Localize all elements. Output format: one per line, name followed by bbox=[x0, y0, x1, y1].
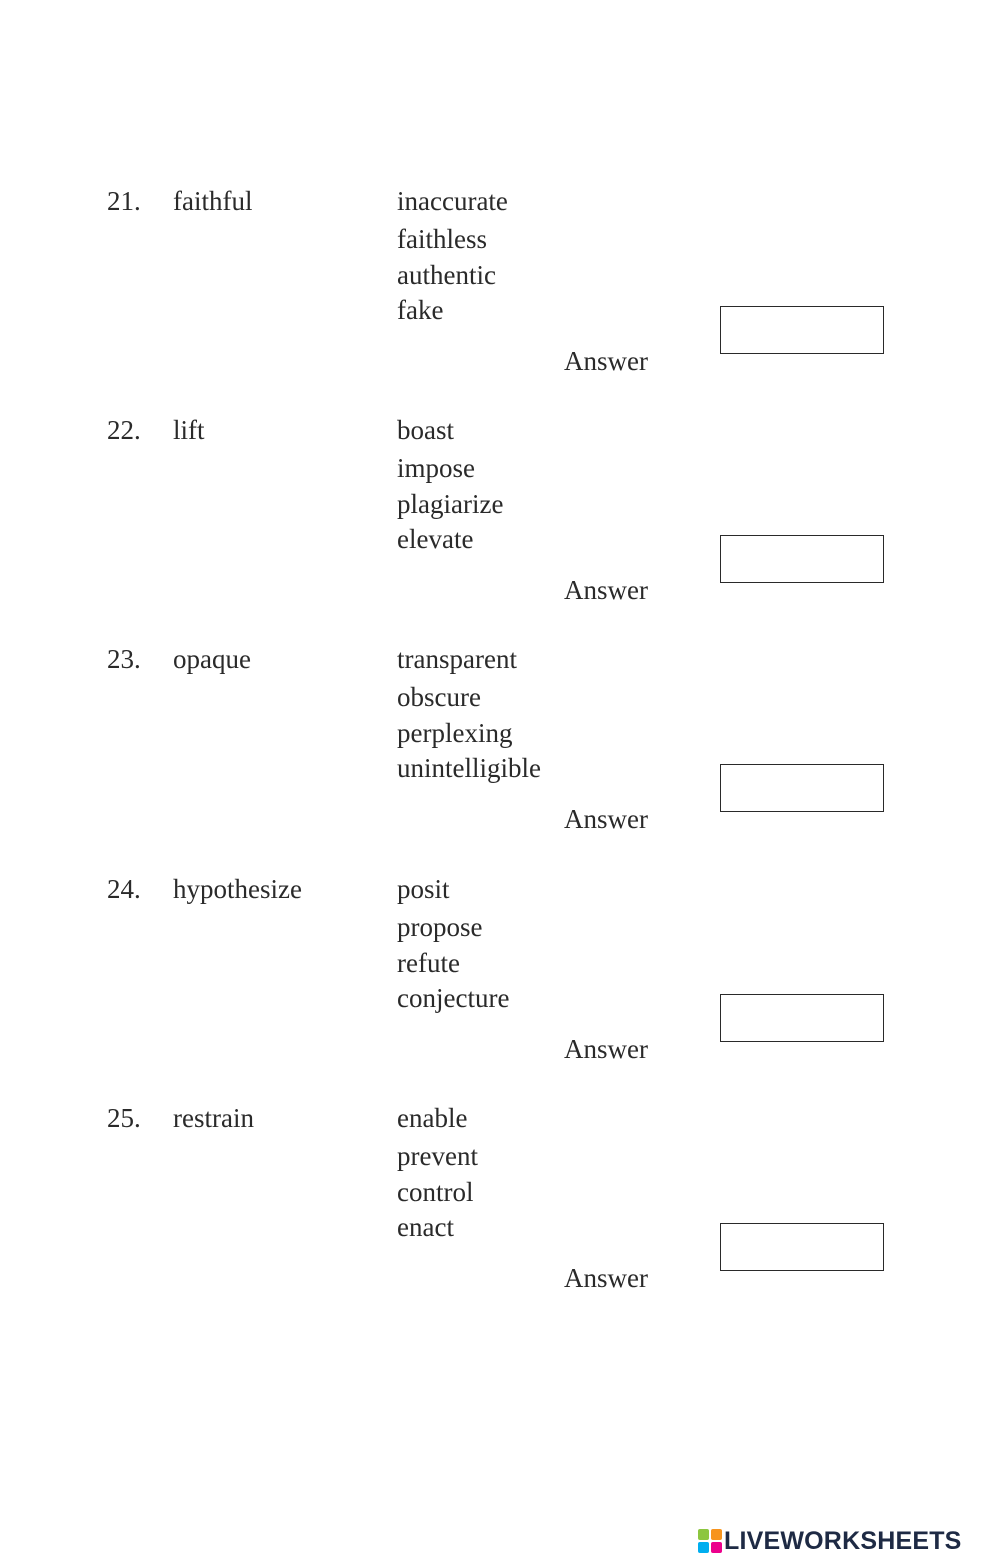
answer-label: Answer bbox=[564, 1034, 648, 1064]
option-item: plagiarize bbox=[397, 488, 504, 519]
logo-square bbox=[711, 1542, 722, 1553]
question-21 bbox=[0, 186, 1000, 416]
question-22 bbox=[0, 415, 1000, 645]
answer-label: Answer bbox=[564, 346, 648, 376]
option-item: inaccurate bbox=[397, 186, 508, 216]
option-item: refute bbox=[397, 947, 460, 978]
option-item: conjecture bbox=[397, 983, 510, 1013]
logo-square bbox=[698, 1542, 709, 1553]
option-list bbox=[397, 415, 503, 558]
option-item: perplexing bbox=[397, 717, 513, 748]
question-number: 25. bbox=[107, 1103, 141, 1133]
option-item: unintelligible bbox=[397, 753, 541, 783]
answer-label: Answer bbox=[564, 575, 648, 605]
option-item: impose bbox=[397, 453, 475, 483]
option-item: transparent bbox=[397, 644, 517, 674]
option-item: enact bbox=[397, 1212, 454, 1242]
option-item: authentic bbox=[397, 259, 496, 290]
logo-square bbox=[711, 1529, 722, 1540]
answer-input[interactable] bbox=[720, 764, 884, 812]
answer-label: Answer bbox=[564, 1263, 648, 1293]
option-item: prevent bbox=[397, 1141, 478, 1171]
option-item: elevate bbox=[397, 524, 474, 554]
option-item: boast bbox=[397, 415, 454, 445]
question-number: 24. bbox=[107, 874, 141, 904]
liveworksheets-brand bbox=[698, 1528, 962, 1554]
option-list bbox=[397, 644, 541, 787]
option-item: enable bbox=[397, 1103, 468, 1133]
option-item: obscure bbox=[397, 682, 481, 712]
question-word: opaque bbox=[173, 644, 251, 674]
answer-label: Answer bbox=[564, 804, 648, 834]
question-word: restrain bbox=[173, 1103, 254, 1133]
question-25 bbox=[0, 1103, 1000, 1333]
logo-square bbox=[698, 1529, 709, 1540]
option-item: faithless bbox=[397, 224, 487, 254]
question-24 bbox=[0, 874, 1000, 1104]
question-number: 21. bbox=[107, 186, 141, 216]
answer-input[interactable] bbox=[720, 306, 884, 354]
answer-input[interactable] bbox=[720, 535, 884, 583]
brand-name: LIVEWORKSHEETS bbox=[724, 1527, 962, 1555]
liveworksheets-logo-icon bbox=[698, 1529, 722, 1553]
question-number: 22. bbox=[107, 415, 141, 445]
option-list bbox=[397, 1103, 478, 1246]
answer-input[interactable] bbox=[720, 994, 884, 1042]
question-23 bbox=[0, 644, 1000, 874]
option-item: propose bbox=[397, 912, 483, 942]
option-list bbox=[397, 186, 508, 329]
option-item: fake bbox=[397, 295, 444, 325]
question-word: hypothesize bbox=[173, 874, 302, 904]
answer-input[interactable] bbox=[720, 1223, 884, 1271]
question-number: 23. bbox=[107, 644, 141, 674]
question-word: lift bbox=[173, 415, 205, 445]
option-list bbox=[397, 874, 509, 1017]
option-item: posit bbox=[397, 874, 450, 904]
question-word: faithful bbox=[173, 186, 253, 216]
option-item: control bbox=[397, 1176, 474, 1207]
